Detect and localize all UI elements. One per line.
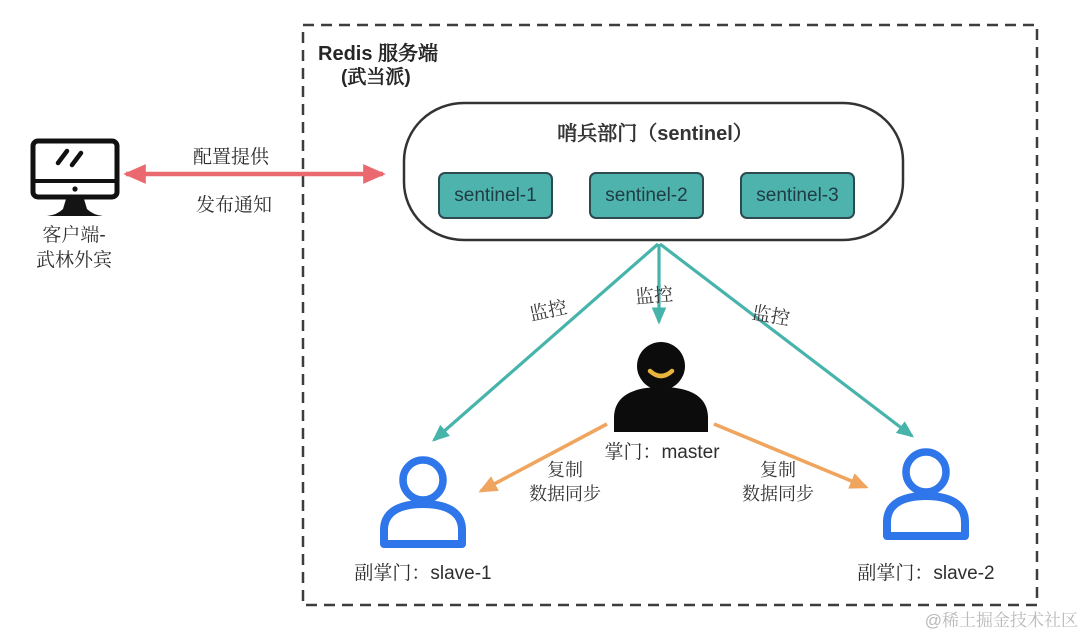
slave2-person-icon [887, 452, 965, 536]
sentinel-group-title: 哨兵部门（sentinel） [557, 123, 753, 145]
sentinel-node-1 [438, 172, 553, 219]
sentinel-node-1-label: sentinel-1 [454, 184, 537, 206]
replication-left-line1: 复制 [547, 460, 583, 480]
replication-label-right [718, 458, 838, 506]
monitor-label-left: 监控 [527, 297, 570, 326]
client-label-line2: 武林外宾 [35, 250, 112, 271]
sentinel-node-3-label: sentinel-3 [756, 184, 839, 206]
slave2-label: 副掌门：slave-2 [857, 563, 995, 584]
client-label-line1: 客户端- [42, 225, 106, 246]
master-label: 掌门：master [604, 442, 720, 463]
replication-left-line2: 数据同步 [529, 484, 601, 504]
master-person-icon [614, 342, 708, 432]
replication-right-line2: 数据同步 [742, 484, 814, 504]
slave1-person-icon [384, 460, 462, 544]
client-computer-icon [33, 141, 117, 216]
slave1-label: 副掌门：slave-1 [354, 563, 492, 584]
monitor-label-middle: 监控 [634, 284, 675, 309]
sentinel-node-2-label: sentinel-2 [605, 184, 688, 206]
server-box-title: Redis 服务端 [318, 43, 439, 65]
config-provide-label: 配置提供 [193, 147, 270, 168]
sentinel-node-2 [589, 172, 704, 219]
watermark: @稀土掘金技术社区 [924, 611, 1078, 630]
monitor-label-right: 监控 [750, 302, 792, 331]
replication-right-line1: 复制 [760, 460, 796, 480]
replication-label-left [505, 458, 625, 506]
server-box-subtitle: (武当派) [341, 67, 411, 88]
sentinel-node-3 [740, 172, 855, 219]
publish-notify-label: 发布通知 [196, 195, 273, 216]
